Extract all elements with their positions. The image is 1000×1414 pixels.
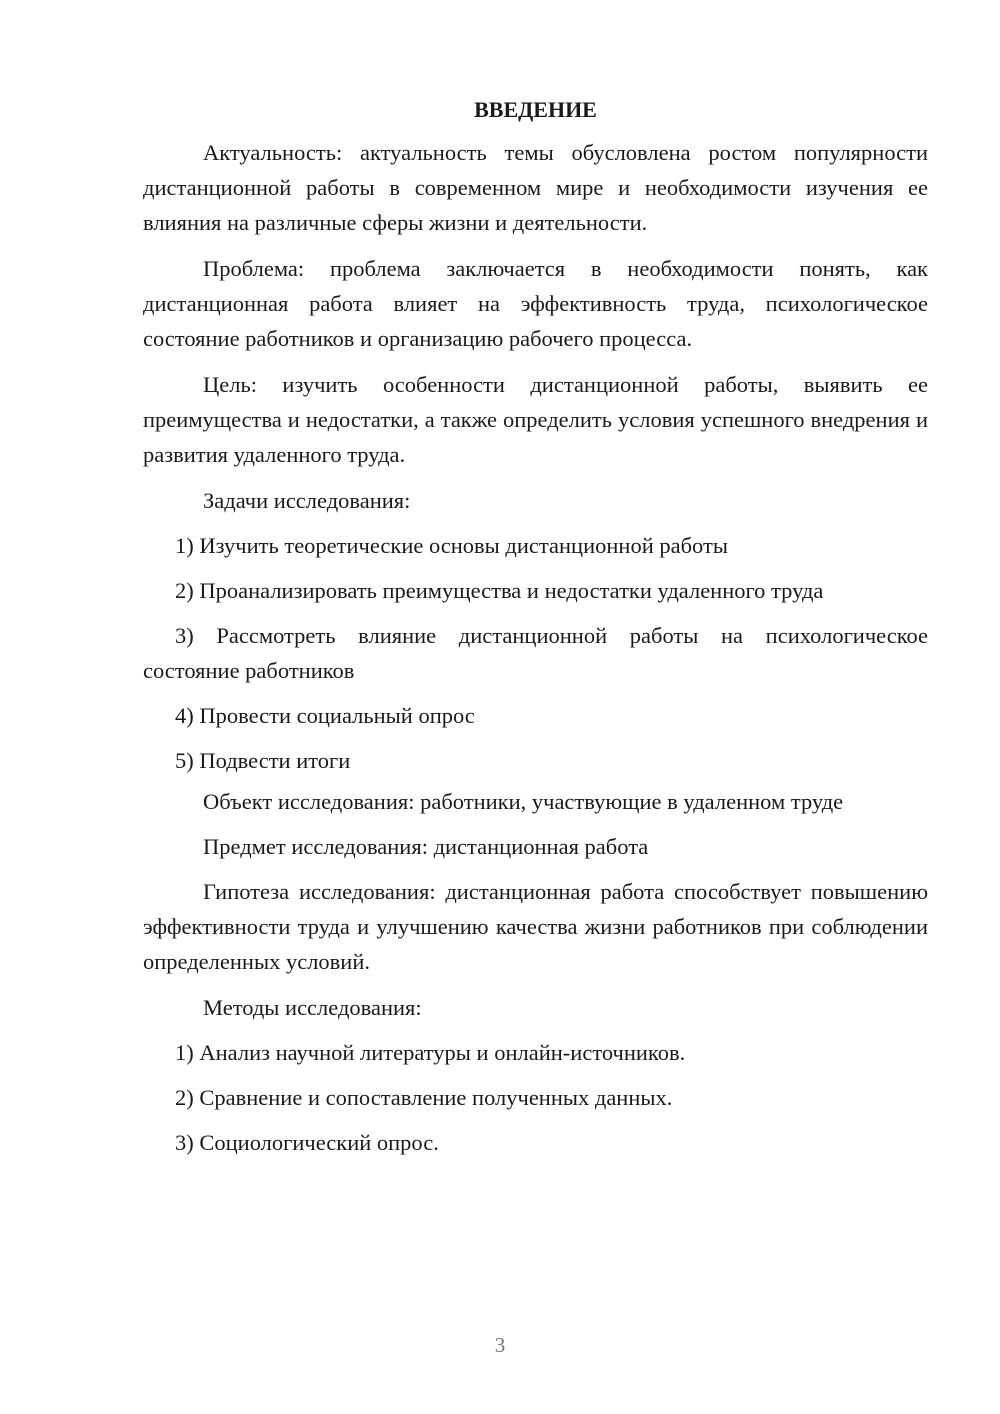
method-item: 2) Сравнение и сопоставление полученных данных. [175,1085,673,1110]
goal-paragraph: Цель: изучить особенности дистанционной работы, выявить ее преимущества и недостатки, а также определить условия успешного внедрения и развития удаленного труда. [143,372,928,467]
object-paragraph: Объект исследования: работники, участвующие в удаленном труде [203,789,844,814]
task-item: 5) Подвести итоги [175,748,351,773]
problem-paragraph: Проблема: проблема заключается в необходимости понять, как дистанционная работа влияет на эффективность труда, психологическое состояние работников и организацию рабочего процесса. [143,256,928,351]
tasks-heading: Задачи исследования: [203,488,411,513]
method-item: 1) Анализ научной литературы и онлайн-источников. [175,1040,686,1065]
page-number: 3 [494,1333,506,1357]
method-item: 3) Социологический опрос. [175,1130,439,1155]
relevance-paragraph: Актуальность: актуальность темы обусловлена ростом популярности дистанционной работы в современном мире и необходимости изучения ее влияния на различные сферы жизни и деятельности. [143,140,928,235]
task-item: 1) Изучить теоретические основы дистанционной работы [175,533,728,558]
task-item: 4) Провести социальный опрос [175,703,475,728]
methods-heading: Методы исследования: [203,995,422,1020]
hypothesis-paragraph: Гипотеза исследования: дистанционная работа способствует повышению эффективности труда и улучшению качества жизни работников при соблюдении определенных условий. [143,879,928,974]
task-item: 3) Рассмотреть влияние дистанционной работы на психологическое состояние работников [143,623,928,683]
page-title: ВВЕДЕНИЕ [474,97,597,122]
document-page [143,95,928,1170]
task-item: 2) Проанализировать преимущества и недостатки удаленного труда [175,578,824,603]
subject-paragraph: Предмет исследования: дистанционная работа [203,834,649,859]
